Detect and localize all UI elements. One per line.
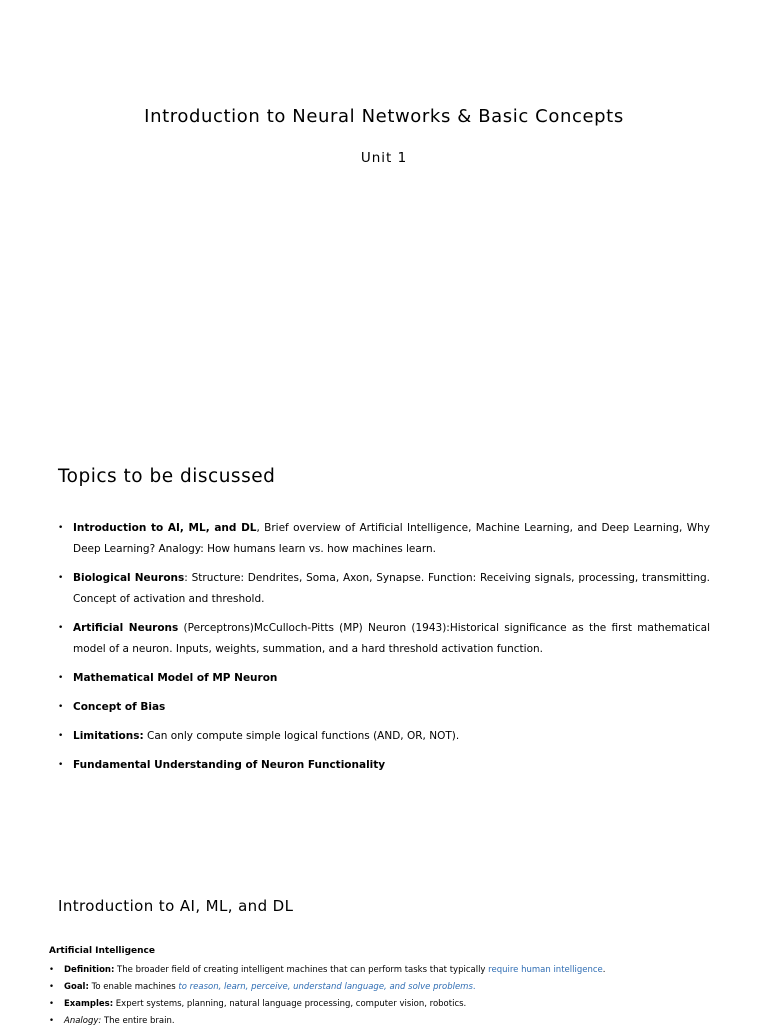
item-text: The broader field of creating intelligent machines that can perform tasks that typically [114,965,489,975]
bullet-icon: • [58,523,64,533]
ai-subheading: Artificial Intelligence [49,946,155,956]
bullet-icon: • [58,623,64,633]
ai-list [49,962,729,1030]
list-item [58,568,710,610]
list-item [49,979,729,996]
item-text: To enable machines [88,982,179,992]
item-tail: . [472,982,476,992]
list-item [58,668,710,689]
list-item [49,962,729,979]
slide-title: Introduction to Neural Networks & Basic Concepts [144,106,624,127]
item-tail: . [602,965,606,975]
topic-title: Fundamental Understanding of Neuron Functionality [73,759,386,771]
item-label: Analogy: [64,1016,102,1026]
list-item [58,755,710,776]
bullet-icon: • [58,731,64,741]
bullet-icon: • [49,982,55,992]
list-item [58,518,710,560]
item-highlight: to reason, learn, perceive, understand language, and solve problems [178,982,473,992]
bullet-icon: • [58,673,64,683]
list-item [49,1013,729,1030]
topic-text: , Brief overview of Artificial Intelligence, Machine Learning, and Deep Learning, Why Deep Learning? Analogy: How humans learn vs. how machines learn. [73,522,710,555]
topic-title: Concept of Bias [73,701,166,713]
topic-title: Artificial Neurons [73,622,179,634]
list-item [49,996,729,1013]
slide-subtitle: Unit 1 [360,150,408,166]
intro-heading: Introduction to AI, ML, and DL [58,897,294,915]
topic-title: Introduction to AI, ML, and DL [73,522,257,534]
topic-text: : Structure: Dendrites, Soma, Axon, Synapse. Function: Receiving signals, processing, transmitting. Concept of activation and threshold. [73,572,710,605]
item-highlight: require human intelligence [488,965,603,975]
bullet-icon: • [58,702,64,712]
item-label: Examples: [64,999,114,1009]
list-item [58,618,710,660]
topics-list [58,518,710,784]
topic-text: Can only compute simple logical functions (AND, OR, NOT). [143,730,460,742]
item-text: Expert systems, planning, natural language processing, computer vision, robotics. [113,999,467,1009]
list-item [58,697,710,718]
topic-title: Biological Neurons [73,572,185,584]
topic-title: Mathematical Model of MP Neuron [73,672,278,684]
list-item [58,726,710,747]
bullet-icon: • [58,760,64,770]
topics-heading: Topics to be discussed [58,466,276,487]
topic-text: (Perceptrons)McCulloch-Pitts (MP) Neuron (1943):Historical significance as the first mathematical model of a neuron. Inputs, weights, summation, and a hard threshold activation function. [73,622,710,655]
item-label: Goal: [64,982,89,992]
bullet-icon: • [49,965,55,975]
topic-title: Limitations: [73,730,144,742]
bullet-icon: • [49,999,55,1009]
bullet-icon: • [58,573,64,583]
item-label: Definition: [64,965,115,975]
bullet-icon: • [49,1016,55,1026]
item-text: The entire brain. [101,1016,175,1026]
